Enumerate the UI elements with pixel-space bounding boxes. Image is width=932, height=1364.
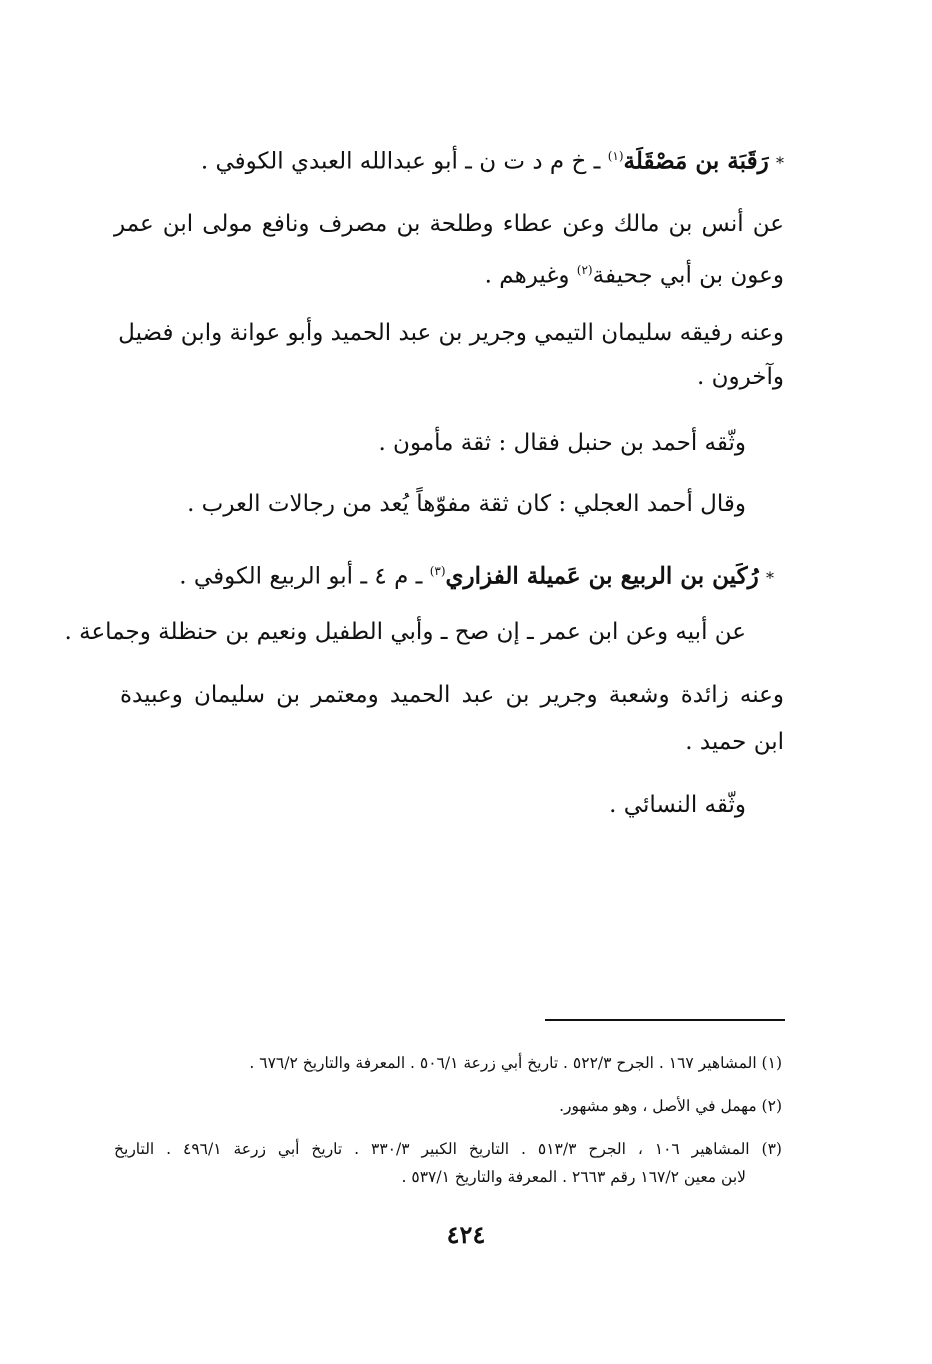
footnote-2: (٢) مهمل في الأصل ، وهو مشهور.	[559, 1097, 782, 1115]
entry-heading-1	[201, 141, 784, 179]
text-fragment: وعون بن أبي جحيفة	[592, 262, 784, 289]
entry-heading-2	[179, 556, 774, 594]
entry-marker: *	[776, 153, 784, 173]
text-line: وثّقه أحمد بن حنبل فقال : ثقة مأمون .	[378, 430, 746, 456]
text-fragment: وغيرهم .	[484, 262, 577, 289]
entry-details: ـ م ٤ ـ أبو الربيع الكوفي .	[179, 563, 430, 590]
text-line: عن أنس بن مالك وعن عطاء وطلحة بن مصرف ونافع مولى ابن عمر	[114, 211, 784, 237]
entry-name: رُكَين بن الربيع بن عَميلة الفزاري	[445, 562, 759, 590]
text-line: ابن حميد .	[685, 729, 784, 755]
text-line: وآخرون .	[696, 364, 784, 390]
footnote-ref: (١)	[607, 149, 624, 163]
page-number: ٤٢٤	[446, 1220, 486, 1249]
footnote-3-continuation: لابن معين ١٦٧/٢ رقم ٢٦٦٣ . المعرفة والتاريخ ٥٣٧/١ .	[401, 1168, 746, 1186]
text-line: وعنه زائدة وشعبة وجرير بن عبد الحميد ومعتمر بن سليمان وعبيدة	[120, 682, 784, 708]
entry-details: ـ خ م د ت ن ـ أبو عبدالله العبدي الكوفي .	[200, 148, 608, 175]
text-line: وثّقه النسائي .	[609, 792, 746, 818]
entry-marker: *	[766, 568, 774, 588]
footnote-ref: (٣)	[429, 564, 446, 578]
entry-name: رَقَبَة بن مَصْقَلَة	[623, 147, 769, 175]
footnote-ref: (٢)	[576, 263, 593, 277]
text-line: وقال أحمد العجلي : كان ثقة مفوّهاً يُعد من رجالات العرب .	[187, 491, 746, 517]
footnote-separator	[545, 1019, 785, 1021]
text-line: عن أبيه وعن ابن عمر ـ إن صح ـ وأبي الطفيل ونعيم بن حنظلة وجماعة .	[64, 619, 746, 645]
footnote-3: (٣) المشاهير ١٠٦ ، الجرح ٥١٣/٣ . التاريخ الكبير ٣٣٠/٣ . تاريخ أبي زرعة ٤٩٦/١ . التاريخ	[114, 1140, 782, 1158]
text-line: وعنه رفيقه سليمان التيمي وجرير بن عبد الحميد وأبو عوانة وابن فضيل	[118, 320, 784, 346]
footnote-1: (١) المشاهير ١٦٧ . الجرح ٥٢٢/٣ . تاريخ أبي زرعة ٥٠٦/١ . المعرفة والتاريخ ٦٧٦/٢ .	[249, 1054, 782, 1072]
text-line	[485, 255, 784, 291]
